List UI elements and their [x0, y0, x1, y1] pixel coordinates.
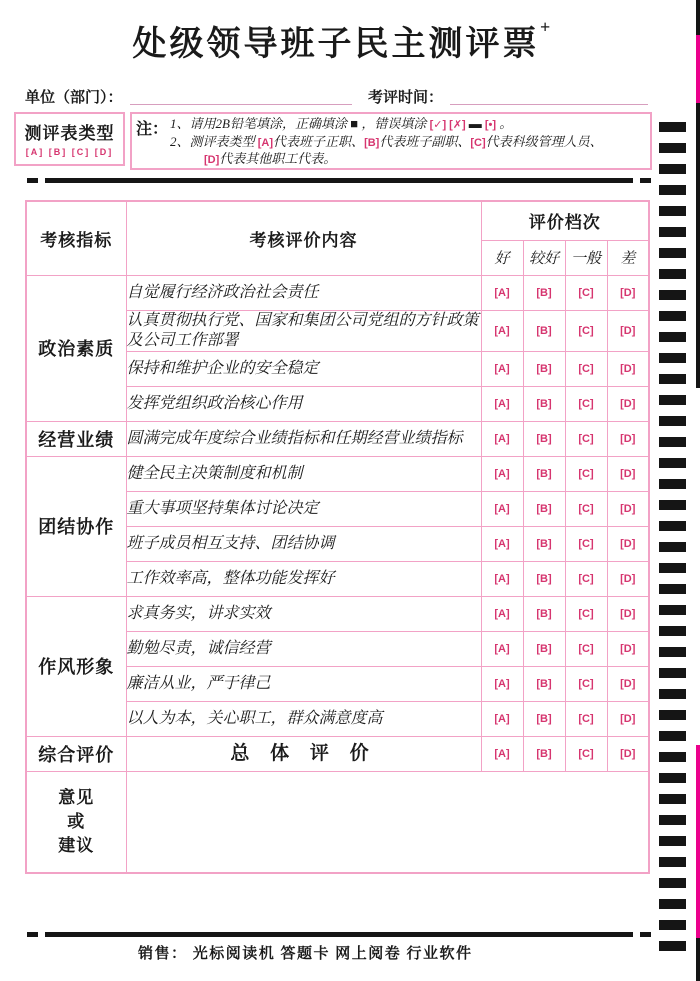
- option-bubble-D[interactable]: [D]: [607, 666, 649, 701]
- sync-bar: [45, 932, 633, 937]
- note-text: 。: [496, 116, 513, 131]
- note-text: 2、测评表类型: [170, 133, 258, 149]
- note-text: 代表科级管理人员、: [485, 133, 603, 149]
- item-text: 圆满完成年度综合业绩指标和任期经营业绩指标: [126, 421, 481, 456]
- option-bubble-A[interactable]: [A]: [481, 421, 523, 456]
- group-label: 综合评价: [26, 736, 126, 771]
- table-row: [26, 456, 649, 491]
- option-bubble-B[interactable]: [B]: [523, 456, 565, 491]
- unit-label: 单位（部门）：: [25, 90, 123, 106]
- edge-bar: [696, 0, 700, 35]
- table-row: [26, 421, 649, 456]
- item-text: 求真务实，讲求实效: [126, 596, 481, 631]
- item-text: 发挥党组织政治核心作用: [126, 386, 481, 421]
- timing-mark: [659, 668, 686, 678]
- grade-header-good: 好: [481, 240, 523, 275]
- option-bubble-A[interactable]: [A]: [481, 310, 523, 351]
- sync-bar: [45, 178, 633, 183]
- edge-bar: [696, 103, 700, 388]
- option-bubble-C[interactable]: [C]: [565, 386, 607, 421]
- comments-area[interactable]: [126, 771, 649, 873]
- option-bubble-B[interactable]: [B]: [523, 351, 565, 386]
- timing-mark: [659, 332, 686, 342]
- option-bubble-A[interactable]: [A]: [481, 351, 523, 386]
- note-option-code: [D]: [204, 154, 220, 166]
- timing-mark: [659, 836, 686, 846]
- option-bubble-C[interactable]: [C]: [565, 351, 607, 386]
- timing-mark: [659, 353, 686, 363]
- timing-mark: [659, 458, 686, 468]
- group-label: 政治素质: [26, 275, 126, 421]
- col-header-indicator: 考核指标: [26, 201, 126, 275]
- timing-mark: [659, 311, 686, 321]
- note-line: [170, 116, 646, 134]
- timing-mark: [659, 143, 686, 153]
- timing-mark: [659, 395, 686, 405]
- edge-bar: [696, 745, 700, 938]
- survey-type-box: [14, 112, 125, 166]
- option-bubble-A[interactable]: [A]: [481, 596, 523, 631]
- timing-mark: [659, 248, 686, 258]
- item-text: 保持和维护企业的安全稳定: [126, 351, 481, 386]
- option-bubble-D[interactable]: [D]: [607, 275, 649, 310]
- item-text: 健全民主决策制度和机制: [126, 456, 481, 491]
- option-bubble-C[interactable]: [C]: [565, 631, 607, 666]
- option-bubble-A[interactable]: [A]: [481, 561, 523, 596]
- option-bubble-B[interactable]: [B]: [523, 596, 565, 631]
- option-bubble-B[interactable]: [B]: [523, 631, 565, 666]
- note-text: ，错误填涂: [358, 116, 430, 131]
- option-bubble-B[interactable]: [B]: [523, 701, 565, 736]
- timing-mark: [659, 857, 686, 867]
- note-text: 代表班子正职、: [273, 133, 365, 149]
- sync-dash: [27, 932, 38, 937]
- option-bubble-C[interactable]: [C]: [565, 736, 607, 771]
- option-bubble-A[interactable]: [A]: [481, 526, 523, 561]
- item-text: 总 体 评 价: [126, 736, 481, 771]
- grade-header-average: 一般: [565, 240, 607, 275]
- option-bubble-D[interactable]: [D]: [607, 386, 649, 421]
- note-lines: [170, 116, 646, 166]
- option-bubble-B[interactable]: [B]: [523, 386, 565, 421]
- timing-mark: [659, 899, 686, 909]
- group-label: 团结协作: [26, 456, 126, 596]
- timing-mark: [659, 122, 686, 132]
- option-bubble-D[interactable]: [D]: [607, 310, 649, 351]
- sync-dash: [640, 932, 651, 937]
- comments-row: [26, 771, 649, 873]
- timing-mark: [659, 920, 686, 930]
- timing-mark: [659, 269, 686, 279]
- timing-mark: [659, 773, 686, 783]
- note-line: [204, 151, 646, 169]
- grade-header-poor: 差: [607, 240, 649, 275]
- survey-type-options[interactable]: [A] [B] [C] [D]: [25, 147, 114, 157]
- option-bubble-A[interactable]: [A]: [481, 666, 523, 701]
- comments-label: [26, 771, 126, 873]
- option-bubble-C[interactable]: [C]: [565, 421, 607, 456]
- option-bubble-C[interactable]: [C]: [565, 666, 607, 701]
- option-bubble-C[interactable]: [C]: [565, 596, 607, 631]
- option-bubble-B[interactable]: [B]: [523, 561, 565, 596]
- timing-mark: [659, 878, 686, 888]
- timing-mark: [659, 752, 686, 762]
- timing-mark: [659, 941, 686, 951]
- table-row: [26, 596, 649, 631]
- note-option-code: [✓] [✗]: [429, 119, 469, 131]
- item-text: 自觉履行经济政治社会责任: [126, 275, 481, 310]
- grade-header-fair: 较好: [523, 240, 565, 275]
- item-text: 重大事项坚持集体讨论决定: [126, 491, 481, 526]
- note-text: ▬: [468, 116, 482, 131]
- item-text: 班子成员相互支持、团结协调: [126, 526, 481, 561]
- sync-line-top: [0, 178, 700, 183]
- timing-mark: [659, 416, 686, 426]
- timing-mark: [659, 584, 686, 594]
- time-input-line[interactable]: [450, 104, 648, 105]
- option-bubble-B[interactable]: [B]: [523, 275, 565, 310]
- item-text: 以人为本，关心职工，群众满意度高: [126, 701, 481, 736]
- item-text: 认真贯彻执行党、国家和集团公司党组的方针政策及公司工作部署: [126, 310, 481, 351]
- timing-mark: [659, 731, 686, 741]
- timing-mark: [659, 521, 686, 531]
- option-bubble-D[interactable]: [D]: [607, 561, 649, 596]
- timing-mark: [659, 794, 686, 804]
- item-text: 工作效率高，整体功能发挥好: [126, 561, 481, 596]
- timing-mark: [659, 164, 686, 174]
- timing-mark: [659, 290, 686, 300]
- option-bubble-C[interactable]: [C]: [565, 456, 607, 491]
- evaluation-table: [25, 200, 650, 874]
- group-label: 经营业绩: [26, 421, 126, 456]
- option-bubble-C[interactable]: [C]: [565, 491, 607, 526]
- option-bubble-B[interactable]: [B]: [523, 310, 565, 351]
- header-row: [26, 201, 649, 240]
- option-bubble-A[interactable]: [A]: [481, 491, 523, 526]
- timing-mark: [659, 542, 686, 552]
- option-bubble-C[interactable]: [C]: [565, 310, 607, 351]
- timing-mark: [659, 626, 686, 636]
- edge-bar: [696, 938, 700, 981]
- option-bubble-B[interactable]: [B]: [523, 666, 565, 701]
- item-text: 廉洁从业，严于律己: [126, 666, 481, 701]
- option-bubble-D[interactable]: [D]: [607, 491, 649, 526]
- option-bubble-B[interactable]: [B]: [523, 491, 565, 526]
- sync-dash: [27, 178, 38, 183]
- sync-dash: [640, 178, 651, 183]
- col-header-grade: 评价档次: [481, 201, 649, 240]
- option-bubble-C[interactable]: [C]: [565, 275, 607, 310]
- option-bubble-D[interactable]: [D]: [607, 596, 649, 631]
- timing-mark: [659, 500, 686, 510]
- option-bubble-D[interactable]: [D]: [607, 736, 649, 771]
- option-bubble-D[interactable]: [D]: [607, 456, 649, 491]
- option-bubble-D[interactable]: [D]: [607, 421, 649, 456]
- eval-table-body: [26, 275, 649, 873]
- timing-mark: [659, 815, 686, 825]
- note-option-code: [B]: [364, 136, 380, 149]
- timing-mark: [659, 647, 686, 657]
- option-bubble-A[interactable]: [A]: [481, 736, 523, 771]
- option-bubble-A[interactable]: [A]: [481, 386, 523, 421]
- timing-mark: [659, 227, 686, 237]
- timing-mark: [659, 479, 686, 489]
- timing-mark: [659, 563, 686, 573]
- note-text: 1、请用2B铅笔填涂，正确填涂: [170, 116, 351, 131]
- option-bubble-D[interactable]: [D]: [607, 351, 649, 386]
- time-label: 考评时间：: [368, 90, 444, 106]
- sync-line-bottom: [0, 932, 700, 937]
- option-bubble-A[interactable]: [A]: [481, 275, 523, 310]
- edge-bar: [696, 35, 700, 103]
- note-text: 代表班子副职、: [379, 133, 471, 149]
- timing-mark: [659, 185, 686, 195]
- survey-type-title: 测评表类型: [24, 124, 115, 143]
- option-bubble-D[interactable]: [D]: [607, 701, 649, 736]
- unit-input-line[interactable]: [130, 104, 352, 105]
- note-option-code: [A]: [257, 136, 274, 149]
- option-bubble-B[interactable]: [B]: [523, 421, 565, 456]
- note-box: [130, 112, 652, 170]
- timing-mark: [659, 689, 686, 699]
- option-bubble-A[interactable]: [A]: [481, 456, 523, 491]
- comments-label-line: 意见: [58, 787, 95, 807]
- timing-mark: [659, 374, 686, 384]
- note-text: 代表其他职工代表。: [219, 151, 337, 166]
- table-row: [26, 275, 649, 310]
- footer-sales-text: 销售： 光标阅读机 答题卡 网上阅卷 行业软件: [138, 946, 473, 962]
- note-line: [170, 134, 646, 152]
- option-bubble-D[interactable]: [D]: [607, 631, 649, 666]
- comments-label-line: 建议: [58, 835, 95, 855]
- registration-mark: +: [540, 17, 551, 37]
- item-text: 勤勉尽责，诚信经营: [126, 631, 481, 666]
- page-title: 处级领导班子民主测评票: [132, 26, 540, 63]
- option-bubble-C[interactable]: [C]: [565, 561, 607, 596]
- note-option-code: [C]: [470, 136, 486, 149]
- option-bubble-D[interactable]: [D]: [607, 526, 649, 561]
- option-bubble-C[interactable]: [C]: [565, 701, 607, 736]
- option-bubble-A[interactable]: [A]: [481, 701, 523, 736]
- timing-mark: [659, 206, 686, 216]
- note-text: ■: [350, 116, 359, 131]
- option-bubble-B[interactable]: [B]: [523, 736, 565, 771]
- note-label: 注：: [136, 121, 169, 138]
- col-header-content: 考核评价内容: [126, 201, 481, 275]
- timing-mark: [659, 437, 686, 447]
- timing-mark: [659, 605, 686, 615]
- option-bubble-C[interactable]: [C]: [565, 526, 607, 561]
- comments-label-line: 或: [67, 811, 86, 831]
- note-option-code: [•]: [481, 119, 497, 131]
- option-bubble-B[interactable]: [B]: [523, 526, 565, 561]
- group-label: 作风形象: [26, 596, 126, 736]
- table-row: [26, 736, 649, 771]
- timing-mark: [659, 710, 686, 720]
- option-bubble-A[interactable]: [A]: [481, 631, 523, 666]
